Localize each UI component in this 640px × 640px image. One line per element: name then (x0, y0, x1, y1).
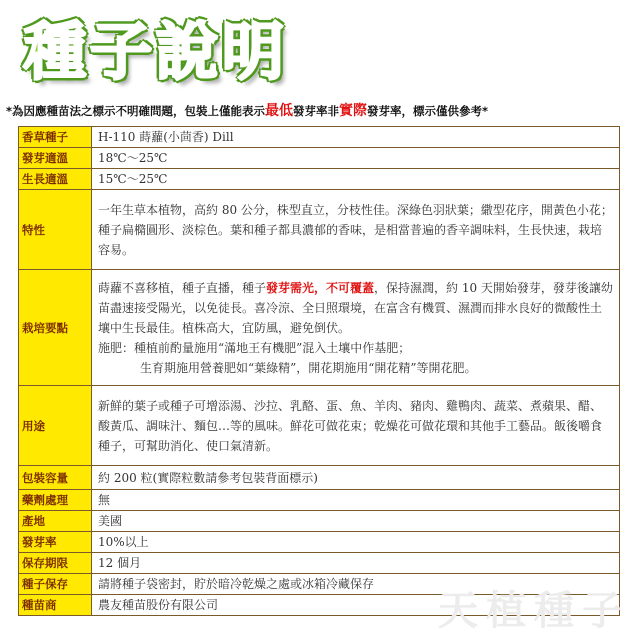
notice-part2: 發芽率非 (293, 104, 340, 118)
row-germ-rate (19, 532, 620, 553)
cultivation-text-b: ，保持濕潤，約 10 天開始發芽，發芽後讓幼苗盡速接受陽光，以免徒長。喜冷涼、全日照環境，在富含有機質、濕潤而排水良好的微酸性土壤中生長最佳。植株高大，宜防風，避免倒伏。 (98, 280, 613, 335)
label-cultivation: 栽培要點 (19, 270, 92, 386)
label-features: 特性 (19, 190, 92, 270)
value-cultivation (92, 270, 620, 386)
fertilizer-growth: 生育期施用營養肥如“葉綠精”，開花期施用“開花精”等開花肥。 (140, 360, 477, 375)
row-quantity (19, 466, 620, 490)
value-treatment: 無 (92, 490, 620, 511)
value-germ-temp: 18℃～25℃ (92, 148, 620, 169)
value-grow-temp: 15℃～25℃ (92, 169, 620, 190)
value-quantity: 約 200 粒(實際粒數請參考包裝背面標示) (92, 466, 620, 490)
value-shelf-life: 12 個月 (92, 553, 620, 574)
notice-part3: 發芽率，標示僅供參考* (367, 104, 489, 118)
label-origin: 產地 (19, 511, 92, 532)
label-treatment: 藥劑處理 (19, 490, 92, 511)
disclaimer-notice (6, 100, 634, 120)
notice-highlight-actual: 實際 (339, 103, 368, 119)
row-grow-temp (19, 169, 620, 190)
row-shelf-life (19, 553, 620, 574)
row-storage (19, 574, 620, 595)
value-features: 一年生草本植物，高約 80 公分，株型直立，分枝性佳。深綠色羽狀葉；繖型花序，開黃色小花；種子扁橢圓形、淡棕色。葉和種子都具濃郁的香味，是相當普遍的香辛調味料，生長快速，栽培容易。 (92, 190, 620, 270)
value-germ-rate: 10%以上 (92, 532, 620, 553)
cultivation-paragraph (98, 278, 613, 338)
row-cultivation (19, 270, 620, 386)
seed-info-table (18, 126, 620, 616)
row-variety (19, 127, 620, 148)
watermark: 天植種子 (438, 588, 630, 634)
value-storage: 請將種子袋密封，貯於暗冷乾燥之處或冰箱冷藏保存 (92, 574, 620, 595)
notice-part1: *為因應種苗法之標示不明確問題，包裝上僅能表示 (6, 104, 266, 118)
row-germ-temp (19, 148, 620, 169)
value-origin: 美國 (92, 511, 620, 532)
fertilizer-base: 施肥：種植前酌量施用“滿地王有機肥”混入土壤中作基肥； (98, 340, 411, 355)
value-company: 農友種苗股份有限公司 (92, 595, 620, 616)
row-treatment (19, 490, 620, 511)
label-storage: 種子保存 (19, 574, 92, 595)
label-grow-temp: 生長適溫 (19, 169, 92, 190)
notice-highlight-min: 最低 (265, 103, 294, 119)
cultivation-text-a: 蒔蘿不喜移植，種子直播，種子 (98, 280, 267, 295)
row-origin (19, 511, 620, 532)
row-features (19, 190, 620, 270)
page-title: 種子說明 (24, 15, 289, 88)
label-quantity: 包裝容量 (19, 466, 92, 490)
label-uses: 用途 (19, 386, 92, 466)
label-company: 種苗商 (19, 595, 92, 616)
label-germ-rate: 發芽率 (19, 532, 92, 553)
label-variety: 香草種子 (19, 127, 92, 148)
label-shelf-life: 保存期限 (19, 553, 92, 574)
cultivation-highlight: 發芽需光，不可覆蓋 (266, 280, 375, 295)
value-variety: H-110 蒔蘿(小茴香) Dill (92, 127, 620, 148)
title-banner (24, 8, 288, 96)
label-germ-temp: 發芽適溫 (19, 148, 92, 169)
row-uses (19, 386, 620, 466)
value-uses: 新鮮的葉子或種子可增添湯、沙拉、乳酪、蛋、魚、羊肉、豬肉、雞鴨肉、蔬菜、煮蘋果、醋、酸黃瓜、調味汁、麵包…等的風味。鮮花可做花束；乾燥花可做花環和其他手工藝品。飯後嚼食種子，可幫助消化、使口氣清新。 (92, 386, 620, 466)
row-company (19, 595, 620, 616)
